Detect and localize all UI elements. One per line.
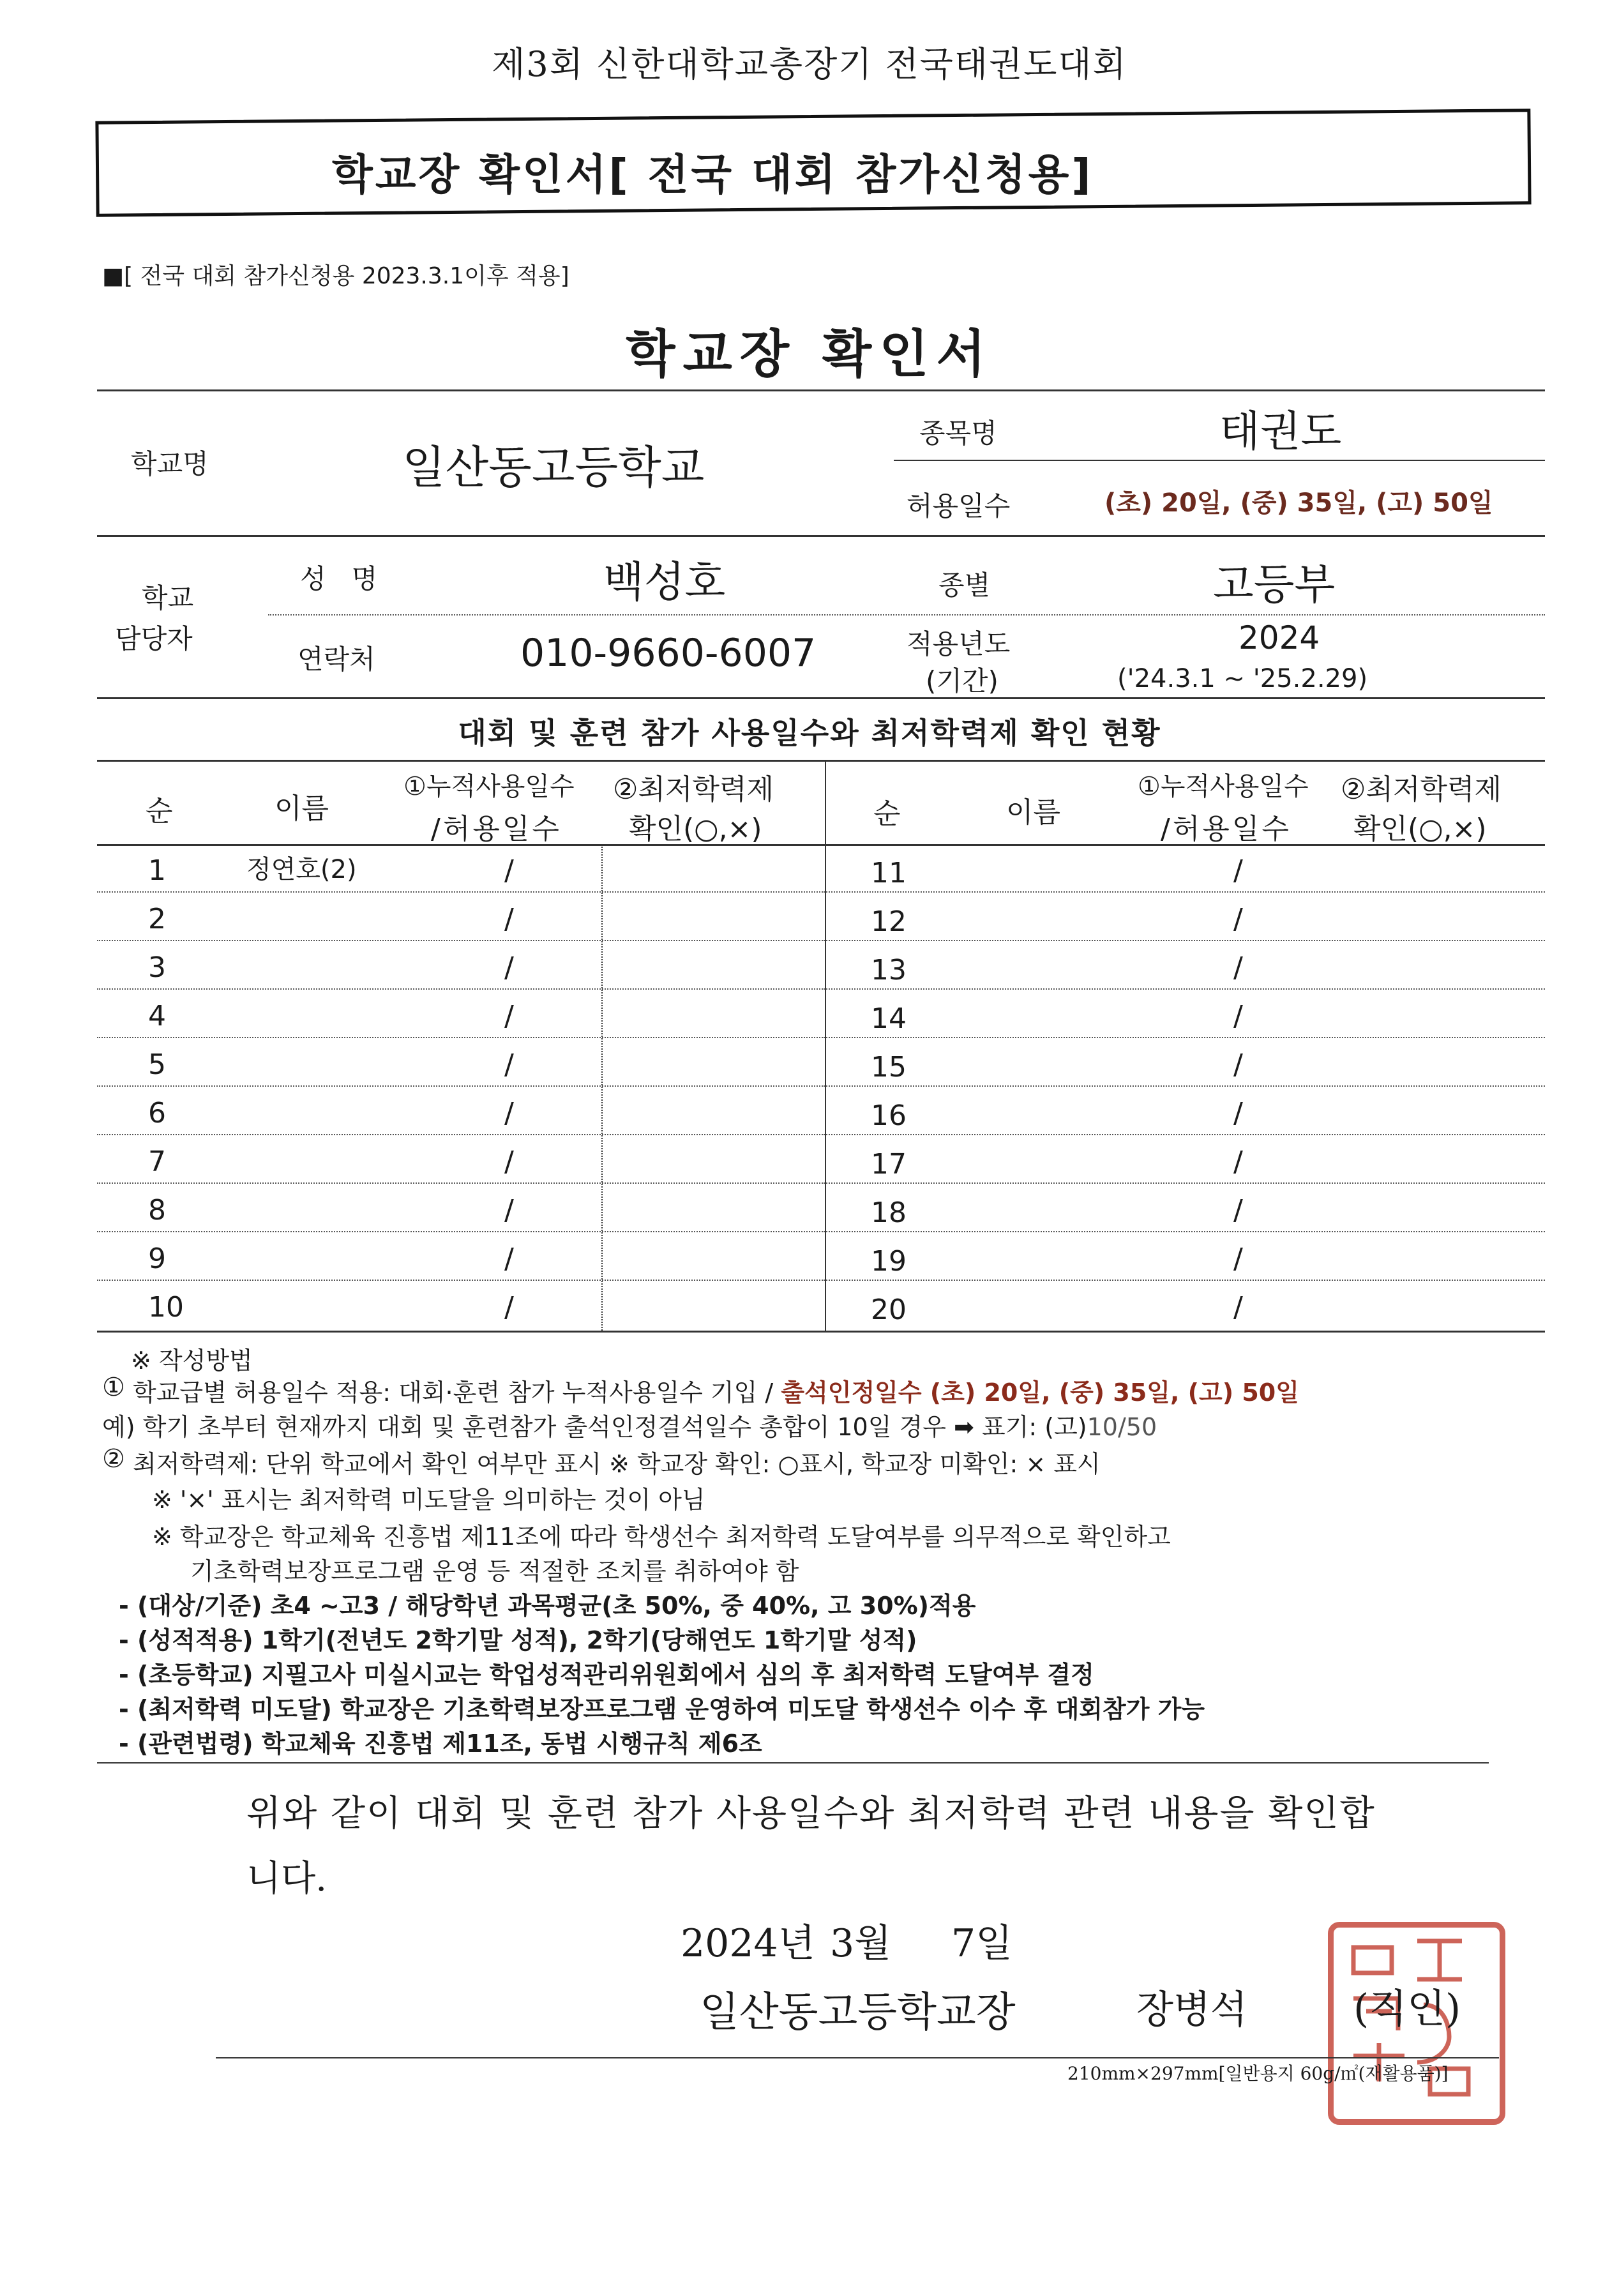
info-dotted-line <box>268 614 1545 616</box>
table-row-number: 14 <box>871 1002 907 1035</box>
seal-label: (직인) <box>1353 1985 1461 2032</box>
table-center-line <box>825 760 826 1331</box>
note-1-mark: ① <box>102 1373 125 1402</box>
table-row-days: / <box>1233 1097 1243 1129</box>
note-2-mark: ② <box>102 1444 125 1474</box>
notes-heading: ※ 작성방법 <box>131 1347 253 1375</box>
note-1-example-line <box>102 1407 1157 1442</box>
contact-label: 연락처 <box>297 644 375 675</box>
row-divider <box>826 1182 1545 1184</box>
sport-value: 태권도 <box>1219 407 1342 456</box>
allowed-days-label: 허용일수 <box>907 490 1011 522</box>
row-divider <box>97 1085 825 1087</box>
info-bottom-line <box>97 697 1545 699</box>
table-row-number: 16 <box>871 1099 907 1132</box>
principal-title: 일산동고등학교장 <box>700 1989 1016 2036</box>
row-divider <box>97 1231 825 1232</box>
col-header-acad-left-1: ②최저학력제 <box>613 773 774 806</box>
col-header-days-right-2: /허용일수 <box>1161 813 1291 845</box>
principal-name: 장병석 <box>1136 1988 1247 2032</box>
bullet-3-text: - (초등학교) 지필고사 미실시교는 학업성적관리위원회에서 심의 후 최저학력 도달여부 결정 <box>119 1661 1094 1689</box>
col-header-no-right: 순 <box>873 797 901 830</box>
row-divider <box>826 1037 1545 1038</box>
row-divider <box>97 988 825 990</box>
note-1-example-value: 10/50 <box>1087 1413 1157 1441</box>
section-title: 대회 및 훈련 참가 사용일수와 최저학력제 확인 현황 <box>458 716 1161 750</box>
col-header-days-right-1: ①누적사용일수 <box>1138 772 1309 801</box>
table-row-days: / <box>504 1000 514 1032</box>
table-row-number: 19 <box>871 1245 907 1278</box>
row-divider <box>97 891 825 893</box>
table-row-number: 2 <box>148 903 166 935</box>
form-title: 학교장 확인서 <box>626 324 993 384</box>
row-divider <box>97 1037 825 1038</box>
year-label-line2: (기간) <box>926 665 998 697</box>
row-divider <box>97 1182 825 1184</box>
form-tag: ■[ 전국 대회 참가신청용 2023.3.1이후 적용] <box>102 263 569 289</box>
table-row-days: / <box>1233 903 1243 935</box>
note-3-text: ※ '×' 표시는 최저학력 미도달을 의미하는 것이 아님 <box>152 1486 705 1514</box>
period-value: ('24.3.1 ~ '25.2.29) <box>1117 664 1368 693</box>
bullet-5-text: - (관련법령) 학교체육 진흥법 제11조, 동법 시행규칙 제6조 <box>119 1730 762 1758</box>
name-value: 백성호 <box>603 557 726 607</box>
col-header-acad-right-2: 확인(○,×) <box>1353 813 1487 845</box>
sport-label: 종목명 <box>919 418 997 449</box>
table-row-number: 1 <box>148 854 166 887</box>
table-row-number: 11 <box>871 857 907 889</box>
table-row-number: 17 <box>871 1148 907 1181</box>
col-header-name-left: 이름 <box>275 792 329 825</box>
confirmation-line-2: 니다. <box>246 1858 327 1899</box>
table-row-number: 3 <box>148 951 166 984</box>
table-row-days: / <box>504 1048 514 1081</box>
table-row-days: / <box>1233 1194 1243 1227</box>
table-bottom-line <box>97 1331 1545 1333</box>
row-divider <box>97 1134 825 1135</box>
division-label: 종별 <box>938 570 991 601</box>
footer-line <box>216 2057 1499 2058</box>
division-value: 고등부 <box>1213 560 1336 609</box>
row-divider <box>97 1280 825 1281</box>
table-row-number: 8 <box>148 1194 166 1227</box>
info-mid-line <box>894 460 1545 461</box>
row-divider <box>826 940 1545 941</box>
row-divider <box>826 1280 1545 1281</box>
table-row-number: 9 <box>148 1242 166 1275</box>
table-row-number: 4 <box>148 1000 166 1032</box>
table-row-number: 6 <box>148 1097 166 1129</box>
confirmation-line-1: 위와 같이 대회 및 훈련 참가 사용일수와 최저학력 관련 내용을 확인합 <box>246 1793 1376 1834</box>
table-row-number: 13 <box>871 954 907 986</box>
year-label-line1: 적용년도 <box>907 628 1011 660</box>
table-row-days: / <box>504 1242 514 1275</box>
note-1-highlight: 출석인정일수 (초) 20일, (중) 35일, (고) 50일 <box>781 1378 1299 1407</box>
table-row-number: 7 <box>148 1145 166 1178</box>
note-2-text: 최저학력제: 단위 학교에서 확인 여부만 표시 ※ 학교장 확인: ○표시, 학교장 미확인: × 표시 <box>133 1450 1101 1478</box>
note-1-example: 예) 학기 초부터 현재까지 대회 및 훈련참가 출석인정결석일수 총합이 10일 경우 <box>102 1413 946 1441</box>
event-title: 제3회 신한대학교총장기 전국태권도대회 <box>492 44 1127 84</box>
note-5-text: 기초학력보장프로그램 운영 등 적절한 조치를 취하여야 함 <box>190 1557 799 1585</box>
note-4-text: ※ 학교장은 학교체육 진흥법 제11조에 따라 학생선수 최저학력 도달여부를 의무적으로 확인하고 <box>152 1523 1171 1551</box>
school-label: 학교명 <box>131 448 209 480</box>
table-row-days: / <box>504 1291 514 1324</box>
table-row-days: / <box>1233 951 1243 984</box>
manager-label-line2: 담당자 <box>115 623 193 654</box>
table-left-col-line <box>601 844 603 1331</box>
info-divider-line <box>97 535 1545 537</box>
table-row-number: 12 <box>871 905 907 938</box>
table-row-number: 20 <box>871 1294 907 1326</box>
table-row-days: / <box>1233 1048 1243 1081</box>
row-divider <box>97 940 825 941</box>
table-row-days: / <box>1233 1242 1243 1275</box>
allowed-days-value: (초) 20일, (중) 35일, (고) 50일 <box>1104 488 1493 518</box>
table-row-days: / <box>504 903 514 935</box>
notes-bottom-line <box>97 1762 1489 1764</box>
info-top-line <box>97 389 1545 391</box>
col-header-no-left: 순 <box>146 795 173 827</box>
table-row-number: 5 <box>148 1048 166 1081</box>
col-header-acad-left-2: 확인(○,×) <box>629 813 762 845</box>
date-year: 2024년 <box>681 1921 815 1966</box>
banner-title: 학교장 확인서[ 전국 대회 참가신청용] <box>332 150 1094 199</box>
table-row-days: / <box>504 951 514 984</box>
table-row-days: / <box>504 1194 514 1227</box>
row-divider <box>826 1231 1545 1232</box>
note-1-line <box>133 1373 1299 1408</box>
date-month: 3월 <box>830 1921 892 1966</box>
table-row-days: / <box>1233 1291 1243 1324</box>
bullet-4-text: - (최저학력 미도달) 학교장은 기초학력보장프로그램 운영하여 미도달 학생선수 이수 후 대회참가 가능 <box>119 1695 1205 1723</box>
year-value: 2024 <box>1239 619 1320 656</box>
row-divider <box>826 891 1545 893</box>
col-header-days-left-2: /허용일수 <box>431 813 562 845</box>
table-row-name: 정연호(2) <box>246 855 357 884</box>
col-header-name-right: 이름 <box>1006 796 1061 829</box>
date-day: 7일 <box>951 1921 1013 1966</box>
table-row-days: / <box>504 1097 514 1129</box>
paper-spec: 210mm×297mm[일반용지 60g/㎡(재활용품)] <box>1067 2063 1449 2084</box>
row-divider <box>826 1134 1545 1135</box>
table-row-number: 10 <box>148 1291 184 1324</box>
table-row-days: / <box>1233 1145 1243 1178</box>
table-header-line <box>97 844 1545 846</box>
manager-label-line1: 학교 <box>142 582 194 614</box>
bullet-1-text: - (대상/기준) 초4 ~고3 / 해당학년 과목평균(초 50%, 중 40%, 고 30%)적용 <box>119 1592 976 1620</box>
table-row-number: 18 <box>871 1197 907 1229</box>
table-row-days: / <box>1233 1000 1243 1032</box>
table-row-number: 15 <box>871 1051 907 1084</box>
contact-value: 010-9660-6007 <box>520 631 817 676</box>
table-row-days: / <box>504 854 514 887</box>
table-row-days: / <box>1233 854 1243 887</box>
table-row-days: / <box>504 1145 514 1178</box>
col-header-days-left-1: ①누적사용일수 <box>403 772 575 801</box>
bullet-2-text: - (성적적용) 1학기(전년도 2학기말 성적), 2학기(당해연도 1학기말 성적) <box>119 1626 917 1654</box>
name-label: 성 명 <box>300 563 378 594</box>
note-1-example-mark: 표기: (고) <box>981 1413 1087 1441</box>
row-divider <box>826 988 1545 990</box>
note-1-text: 학교급별 허용일수 적용: 대회·훈련 참가 누적사용일수 기입 / <box>133 1378 774 1407</box>
col-header-acad-right-1: ②최저학력제 <box>1341 773 1502 806</box>
arrow-right-icon: ➡ <box>954 1413 974 1441</box>
row-divider <box>826 1085 1545 1087</box>
table-top-line <box>97 760 1545 762</box>
school-value: 일산동고등학교 <box>402 441 705 494</box>
